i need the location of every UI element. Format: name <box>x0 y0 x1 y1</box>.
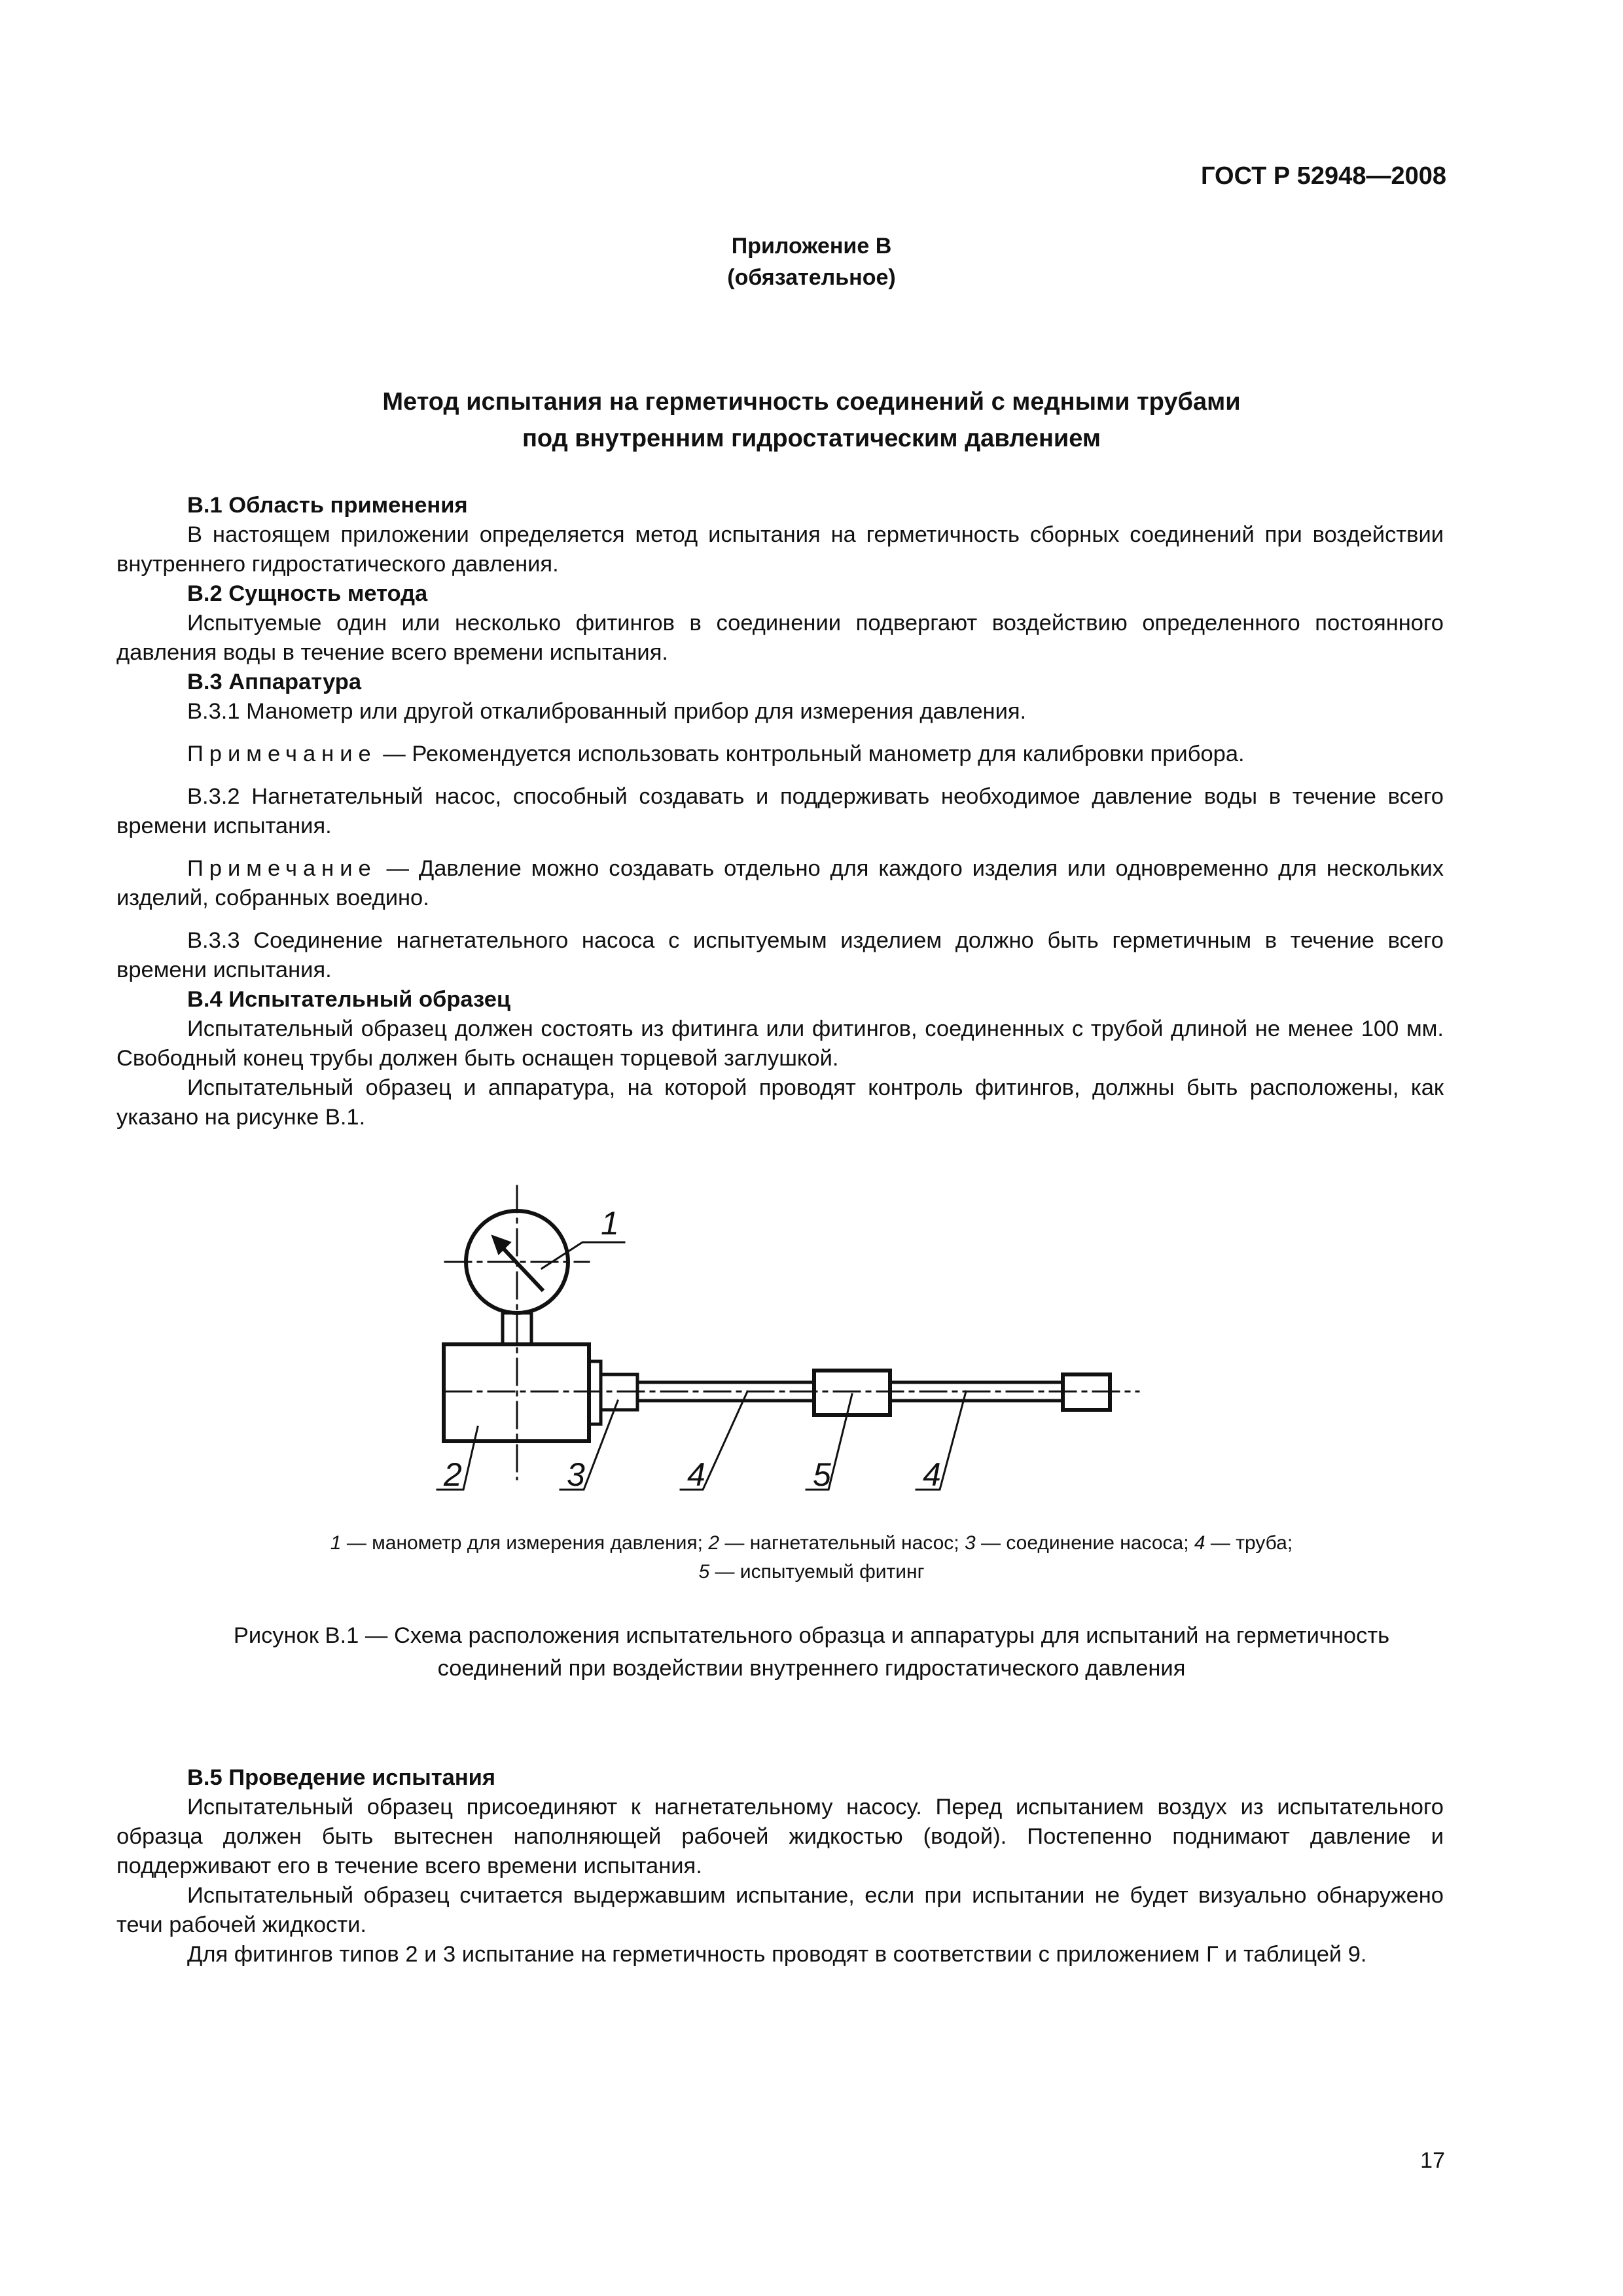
note-label: Примечание <box>187 856 377 881</box>
callout-5: 5 <box>813 1456 831 1493</box>
caption-line-1: Рисунок В.1 — Схема расположения испытательного образца и аппаратуры для испытаний на герметичность <box>233 1623 1390 1648</box>
legend-num: 3 <box>964 1532 976 1554</box>
appendix-heading <box>0 230 1623 293</box>
figure-legend <box>0 1529 1623 1587</box>
figure-caption <box>0 1619 1623 1685</box>
caption-line-2: соединений при воздействии внутреннего гидростатического давления <box>437 1656 1186 1681</box>
legend-num: 1 <box>330 1532 342 1554</box>
document-title <box>0 384 1623 457</box>
legend-line-1 <box>0 1529 1623 1558</box>
test-setup-diagram <box>393 1172 1178 1512</box>
note-label: Примечание <box>187 742 377 766</box>
page-number: 17 <box>1420 2148 1445 2173</box>
appendix-status: (обязательное) <box>727 265 896 290</box>
section-b5-paragraph-2: Испытательный образец считается выдержавшим испытание, если при испытании не будет визуально обнаружено течи рабочей жидкости. <box>116 1883 1444 1937</box>
note-text: — Давление можно создавать отдельно для каждого изделия или одновременно для нескольких изделий, собранных воедино. <box>116 856 1444 910</box>
test-fitting <box>814 1371 890 1415</box>
legend-num: 2 <box>708 1532 720 1554</box>
appendix-label: Приложение В <box>731 234 892 259</box>
section-b4-paragraph-1: Испытательный образец должен состоять из фитинга или фитингов, соединенных с трубой длиной не менее 100 мм. Свободный конец трубы должен быть оснащен торцевой заглушкой. <box>116 1016 1444 1071</box>
section-b3-note-1 <box>116 740 1444 769</box>
legend-text: — соединение насоса; <box>975 1532 1194 1554</box>
section-b5-heading: В.5 Проведение испытания <box>187 1765 496 1790</box>
section-b2-paragraph: Испытуемые один или несколько фитингов в соединении подвергают воздействию определенного постоянного давления воды в течение всего времени испытания. <box>116 611 1444 665</box>
centerlines <box>445 1186 1139 1479</box>
section-b2-heading: В.2 Сущность метода <box>187 581 428 606</box>
legend-text: — манометр для измерения давления; <box>341 1532 709 1554</box>
section-b1-paragraph: В настоящем приложении определяется метод испытания на герметичность сборных соединений при воздействии внутреннего гидростатического давления. <box>116 522 1444 577</box>
section-b4-heading: В.4 Испытательный образец <box>187 987 511 1012</box>
legend-num: 4 <box>1194 1532 1205 1554</box>
legend-text: — испытуемый фитинг <box>709 1561 925 1583</box>
standard-number: ГОСТ Р 52948—2008 <box>1201 162 1446 190</box>
body-text-lower <box>116 1763 1444 1969</box>
body-text-upper <box>116 491 1444 1132</box>
callout-1: 1 <box>601 1205 619 1242</box>
legend-line-2 <box>0 1558 1623 1587</box>
section-b4-paragraph-2: Испытательный образец и аппаратура, на которой проводят контроль фитингов, должны быть расположены, как указано на рисунке В.1. <box>116 1075 1444 1130</box>
section-b3-3-paragraph: В.3.3 Соединение нагнетательного насоса с испытуемым изделием должно быть герметичным в течение всего времени испытания. <box>116 928 1444 982</box>
title-line-2: под внутренним гидростатическим давлением <box>522 425 1101 452</box>
title-line-1: Метод испытания на герметичность соединений с медными трубами <box>382 388 1241 416</box>
callout-4b: 4 <box>923 1456 941 1493</box>
section-b3-heading: В.3 Аппаратура <box>187 670 362 694</box>
section-b3-2-paragraph: В.3.2 Нагнетательный насос, способный создавать и поддерживать необходимое давление воды в течение всего времени испытания. <box>116 784 1444 838</box>
section-b5-paragraph-1: Испытательный образец присоединяют к нагнетательному насосу. Перед испытанием воздух из испытательного образца должен быть вытеснен наполняющей рабочей жидкостью (водой). Постепенно поднимают давление и поддерживают его в течение всего времени испытания. <box>116 1795 1444 1878</box>
section-b5-paragraph-3: Для фитингов типов 2 и 3 испытание на герметичность проводят в соответствии с приложением Г и таблицей 9. <box>187 1942 1367 1967</box>
section-b3-1-paragraph: В.3.1 Манометр или другой откалиброванный прибор для измерения давления. <box>187 699 1027 724</box>
legend-text: — нагнетательный насос; <box>719 1532 965 1554</box>
legend-text: — труба; <box>1205 1532 1293 1554</box>
legend-num: 5 <box>698 1561 710 1583</box>
note-text: — Рекомендуется использовать контрольный манометр для калибровки прибора. <box>376 742 1245 766</box>
section-b1-heading: В.1 Область применения <box>187 493 468 518</box>
section-b3-note-2 <box>116 854 1444 913</box>
callout-4: 4 <box>687 1456 705 1493</box>
callout-2: 2 <box>444 1456 462 1493</box>
callout-3: 3 <box>567 1456 585 1493</box>
